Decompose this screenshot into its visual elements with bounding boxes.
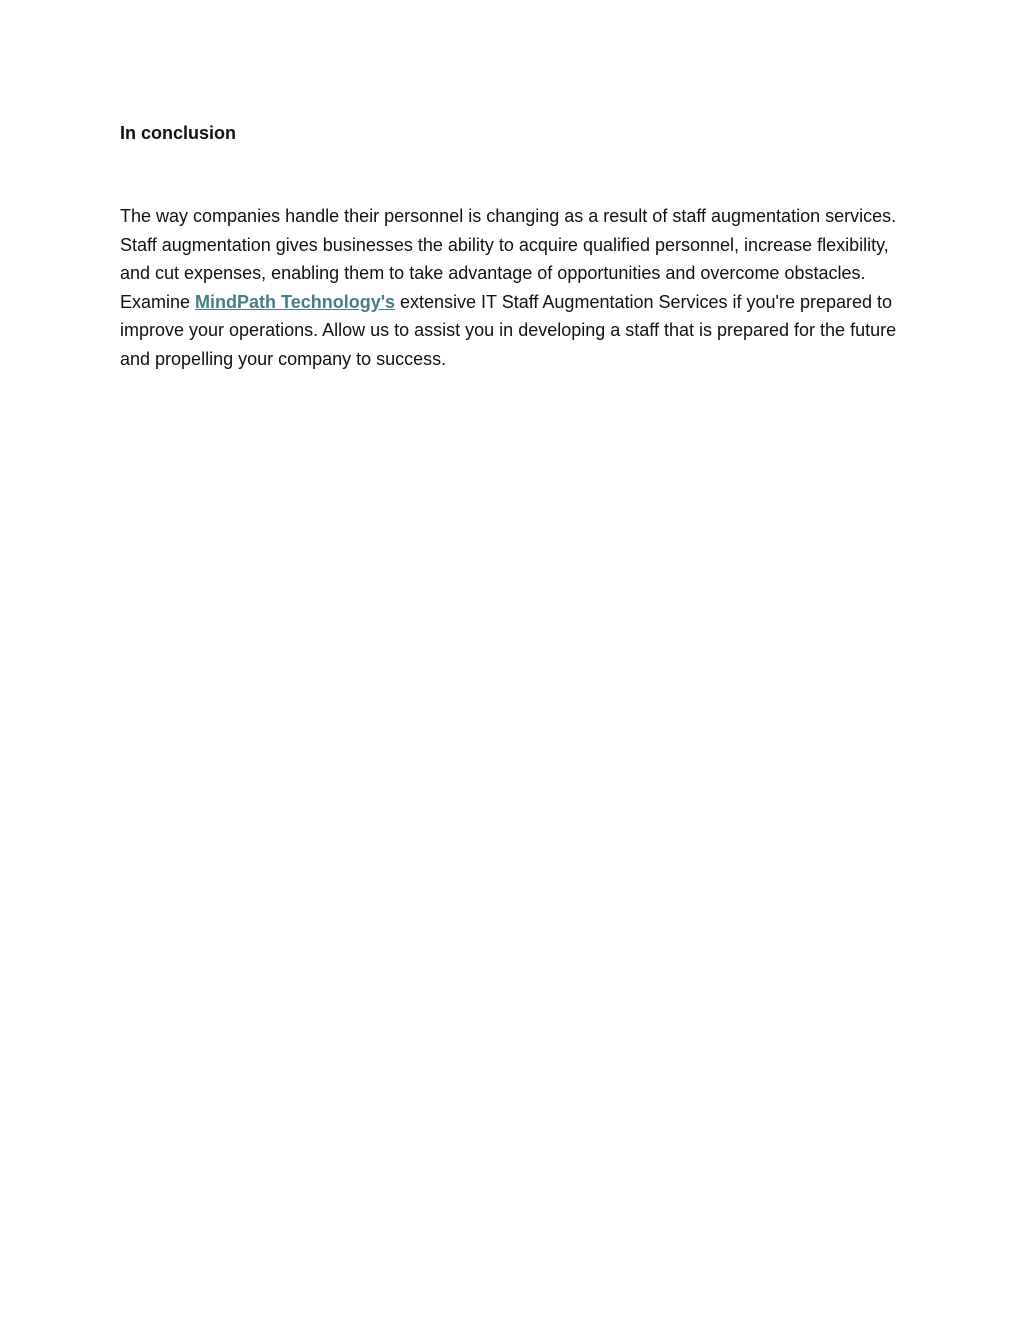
paragraph-text-before-link: The way companies handle their personnel is changing as a result of staff augmentation services. Staff augmentation gives businesses the ability to acquire qualified personnel, increase flexibility, and cut expenses, enabling them to take advantage of opportunities and overcome obstacles. Examine bbox=[120, 206, 897, 312]
conclusion-paragraph bbox=[120, 202, 900, 374]
mindpath-technology-link[interactable]: MindPath Technology's bbox=[195, 291, 395, 312]
paragraph-text-after-link: extensive IT Staff Augmentation Services if you're prepared to improve your operations. Allow us to assist you in developing a staff that is prepared for the future and propelling your company to success. bbox=[120, 291, 897, 369]
section-heading: In conclusion bbox=[120, 123, 237, 143]
